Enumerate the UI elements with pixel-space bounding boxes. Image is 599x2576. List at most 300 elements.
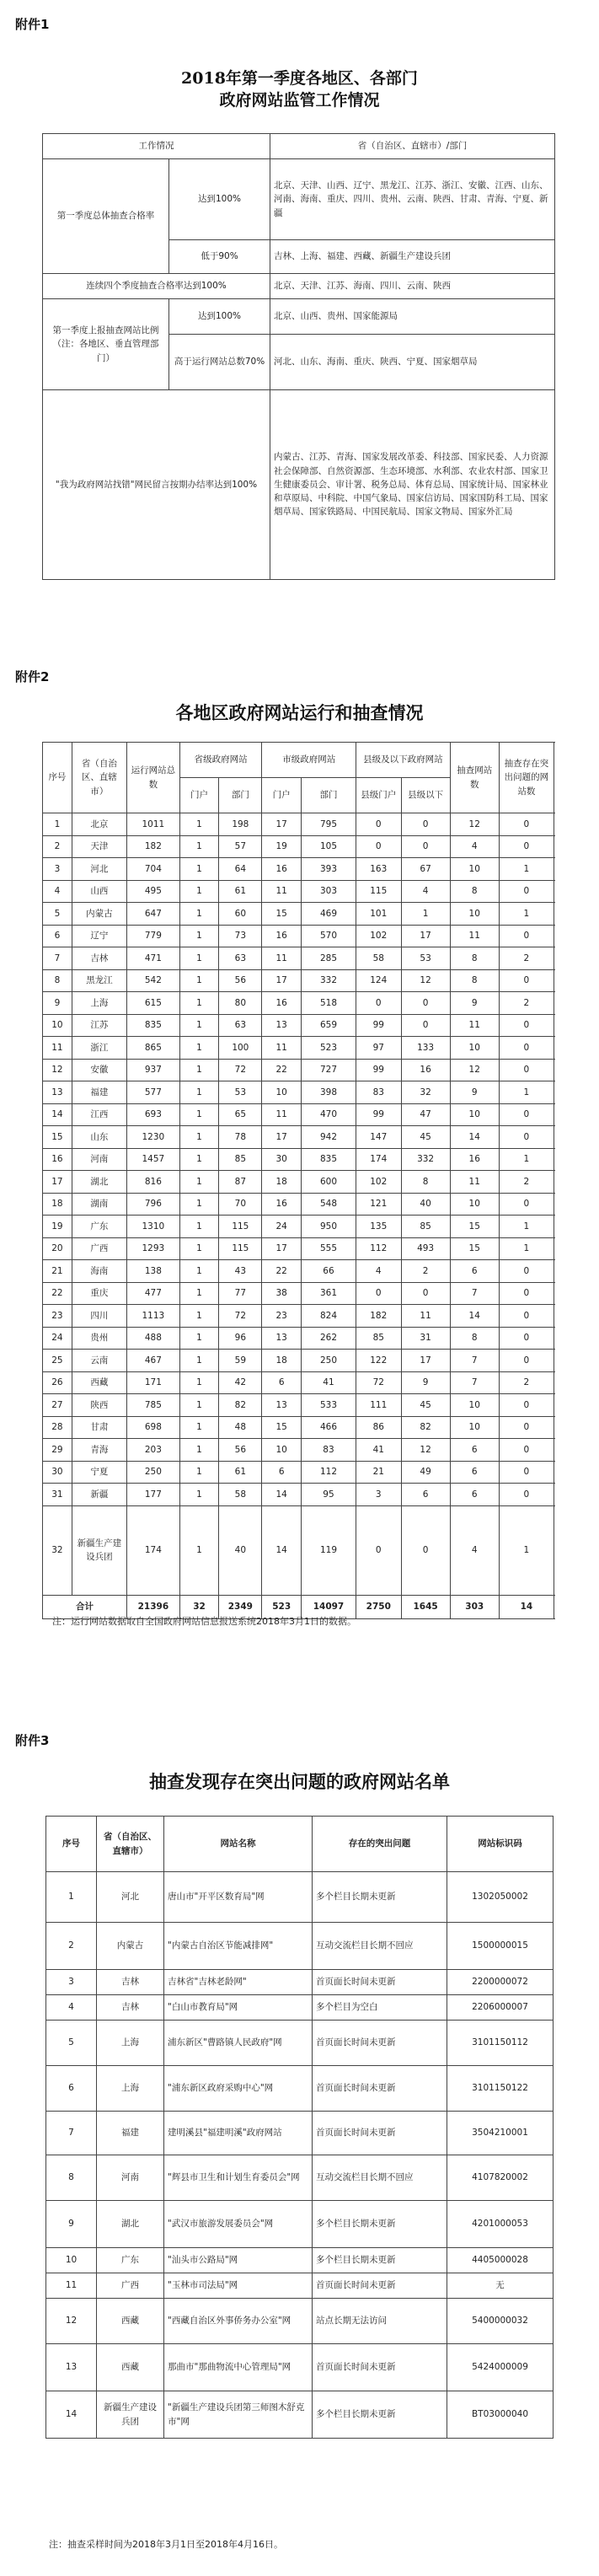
- cell-city-portal: 16: [262, 858, 302, 881]
- cell-site-name: "汕头市公路局"网: [164, 2248, 313, 2273]
- cell-county-portal: 4: [356, 1260, 401, 1283]
- cell-region: 上海: [97, 2066, 164, 2112]
- cell-seq: 8: [43, 969, 72, 992]
- cell-city-dept: 466: [301, 1416, 356, 1439]
- cell-city-portal: 17: [262, 1237, 302, 1260]
- annex2-header-county: 县级及以下政府网站: [356, 743, 451, 778]
- cell-checked: 14: [450, 1305, 499, 1328]
- cell-city-portal: 22: [262, 1059, 302, 1081]
- total-cell-county-below: 1645: [401, 1595, 450, 1618]
- cell-prov-portal: 1: [179, 925, 219, 947]
- cell-problems: 1: [499, 1148, 554, 1171]
- annex1-row4-val: 内蒙古、江苏、青海、国家发展改革委、科技部、国家民委、人力资源社会保障部、自然资源部、生态环境部、水利部、农业农村部、国家卫生健康委员会、审计署、税务总局、体育总局、国家统计局、国家林业和草原局、中科院、中国气象局、国家信访局、国家国防科工局、国家烟草局、国家铁路局、中国民航局、国家文物局、国家外汇局: [270, 390, 555, 580]
- cell-total: 488: [126, 1327, 179, 1350]
- annex1-label: 附件1: [15, 17, 50, 32]
- cell-checked: 7: [450, 1350, 499, 1372]
- cell-total: 647: [126, 903, 179, 926]
- cell-seq: 11: [43, 1037, 72, 1060]
- cell-prov-dept: 59: [219, 1350, 262, 1372]
- cell-city-dept: 533: [301, 1394, 356, 1417]
- cell-city-dept: 83: [301, 1439, 356, 1462]
- cell-seq: 14: [46, 2391, 97, 2439]
- cell-seq: 7: [46, 2112, 97, 2155]
- annex2-header-county-portal: 县级门户: [356, 778, 401, 813]
- annex3-table: [45, 1816, 554, 2439]
- cell-prov-dept: 115: [219, 1237, 262, 1260]
- cell-prov-dept: 64: [219, 858, 262, 881]
- cell-county-below: 12: [401, 1439, 450, 1462]
- cell-seq: 18: [43, 1193, 72, 1216]
- total-cell-prov-dept: 2349: [219, 1595, 262, 1618]
- cell-checked: 8: [450, 969, 499, 992]
- cell-city-dept: 942: [301, 1126, 356, 1149]
- cell-county-below: 0: [401, 835, 450, 858]
- cell-region: 新疆生产建设兵团: [97, 2391, 164, 2439]
- cell-region: 西藏: [97, 2344, 164, 2391]
- table-row: [43, 1193, 554, 1216]
- cell-site-name: "玉林市司法局"网: [164, 2273, 313, 2299]
- cell-site-code: 4201000053: [447, 2201, 554, 2248]
- cell-region: 青海: [72, 1439, 126, 1462]
- cell-city-portal: 22: [262, 1260, 302, 1283]
- cell-city-dept: 303: [301, 880, 356, 903]
- table-row: [43, 1260, 554, 1283]
- cell-city-portal: 11: [262, 880, 302, 903]
- table-row: [43, 969, 554, 992]
- cell-prov-dept: 48: [219, 1416, 262, 1439]
- cell-site-code: 5400000032: [447, 2299, 554, 2344]
- cell-total: 615: [126, 992, 179, 1015]
- cell-total: 577: [126, 1081, 179, 1104]
- cell-problems: 1: [499, 1081, 554, 1104]
- cell-total: 1310: [126, 1216, 179, 1238]
- cell-county-below: 32: [401, 1081, 450, 1104]
- cell-city-dept: 600: [301, 1171, 356, 1194]
- cell-prov-portal: 1: [179, 1148, 219, 1171]
- cell-city-portal: 38: [262, 1282, 302, 1305]
- table-row: [43, 1416, 554, 1439]
- cell-site-code: 4107820002: [447, 2155, 554, 2201]
- cell-county-below: 53: [401, 947, 450, 970]
- cell-problems: 0: [499, 880, 554, 903]
- cell-checked: 15: [450, 1216, 499, 1238]
- cell-prov-portal: 1: [179, 947, 219, 970]
- table-row: [46, 2066, 554, 2112]
- cell-region: 贵州: [72, 1327, 126, 1350]
- cell-prov-dept: 61: [219, 1461, 262, 1484]
- annex1-row3-sub1: 达到100%: [169, 299, 270, 335]
- annex2-header-prov-portal: 门户: [179, 778, 219, 813]
- cell-total: 698: [126, 1416, 179, 1439]
- cell-city-portal: 30: [262, 1148, 302, 1171]
- cell-city-portal: 14: [262, 1505, 302, 1595]
- table-row: [46, 2248, 554, 2273]
- cell-county-portal: 97: [356, 1037, 401, 1060]
- cell-city-dept: 523: [301, 1037, 356, 1060]
- table-row: [46, 2155, 554, 2201]
- cell-prov-dept: 60: [219, 903, 262, 926]
- annex2-title: 各地区政府网站运行和抽查情况: [175, 702, 424, 723]
- cell-problems: 1: [499, 1216, 554, 1238]
- cell-county-below: 493: [401, 1237, 450, 1260]
- cell-county-below: 17: [401, 925, 450, 947]
- cell-city-dept: 393: [301, 858, 356, 881]
- cell-city-portal: 11: [262, 1103, 302, 1126]
- cell-site-code: 5424000009: [447, 2344, 554, 2391]
- cell-region: 山西: [72, 880, 126, 903]
- cell-checked: 11: [450, 1171, 499, 1194]
- total-cell-total-label: 合计: [43, 1595, 127, 1618]
- cell-city-portal: 18: [262, 1171, 302, 1194]
- cell-county-portal: 21: [356, 1461, 401, 1484]
- annex1-row1-val2: 吉林、上海、福建、西藏、新疆生产建设兵团: [270, 240, 555, 274]
- cell-county-portal: 163: [356, 858, 401, 881]
- cell-seq: 24: [43, 1327, 72, 1350]
- cell-county-below: 4: [401, 880, 450, 903]
- cell-problems: 0: [499, 1282, 554, 1305]
- cell-checked: 8: [450, 947, 499, 970]
- cell-county-below: 85: [401, 1216, 450, 1238]
- cell-prov-dept: 40: [219, 1505, 262, 1595]
- cell-prov-dept: 63: [219, 1014, 262, 1037]
- cell-problems: 0: [499, 835, 554, 858]
- cell-region: 辽宁: [72, 925, 126, 947]
- cell-seq: 7: [43, 947, 72, 970]
- cell-checked: 8: [450, 880, 499, 903]
- cell-county-portal: 102: [356, 925, 401, 947]
- cell-seq: 15: [43, 1126, 72, 1149]
- cell-region: 上海: [97, 2021, 164, 2066]
- cell-city-portal: 16: [262, 925, 302, 947]
- cell-county-below: 8: [401, 1171, 450, 1194]
- table-row: [43, 1484, 554, 1506]
- cell-problem: 多个栏目长期未更新: [313, 1872, 447, 1923]
- cell-county-below: 9: [401, 1371, 450, 1394]
- cell-county-below: 45: [401, 1126, 450, 1149]
- cell-county-portal: 83: [356, 1081, 401, 1104]
- cell-county-portal: 0: [356, 835, 401, 858]
- cell-checked: 10: [450, 1394, 499, 1417]
- annex1-header-region: 省（自治区、直辖市）/部门: [270, 134, 555, 159]
- table-row: [43, 1505, 554, 1595]
- cell-county-below: 12: [401, 969, 450, 992]
- cell-problems: 1: [499, 1505, 554, 1595]
- annex2-table: [42, 742, 554, 1619]
- cell-county-portal: 99: [356, 1103, 401, 1126]
- table-row: [43, 1216, 554, 1238]
- cell-county-below: 133: [401, 1037, 450, 1060]
- cell-seq: 10: [46, 2248, 97, 2273]
- cell-prov-portal: 1: [179, 1327, 219, 1350]
- cell-city-portal: 15: [262, 1416, 302, 1439]
- cell-prov-portal: 1: [179, 1505, 219, 1595]
- cell-checked: 9: [450, 1081, 499, 1104]
- cell-checked: 7: [450, 1371, 499, 1394]
- annex1-row1-sub1: 达到100%: [169, 159, 270, 240]
- cell-prov-portal: 1: [179, 969, 219, 992]
- cell-seq: 30: [43, 1461, 72, 1484]
- table-row: [43, 1282, 554, 1305]
- cell-problems: 0: [499, 1327, 554, 1350]
- cell-county-below: 0: [401, 1014, 450, 1037]
- cell-seq: 6: [43, 925, 72, 947]
- table-row: [46, 2273, 554, 2299]
- cell-county-below: 11: [401, 1305, 450, 1328]
- cell-site-name: 建明溪县"福建明溪"政府网站: [164, 2112, 313, 2155]
- cell-prov-portal: 1: [179, 1103, 219, 1126]
- cell-checked: 15: [450, 1237, 499, 1260]
- table-row: [43, 992, 554, 1015]
- cell-city-portal: 14: [262, 1484, 302, 1506]
- cell-checked: 4: [450, 835, 499, 858]
- cell-city-portal: 24: [262, 1216, 302, 1238]
- cell-prov-portal: 1: [179, 1193, 219, 1216]
- cell-prov-portal: 1: [179, 1014, 219, 1037]
- cell-city-dept: 469: [301, 903, 356, 926]
- cell-prov-portal: 1: [179, 858, 219, 881]
- cell-problems: 0: [499, 1305, 554, 1328]
- cell-seq: 31: [43, 1484, 72, 1506]
- cell-city-dept: 518: [301, 992, 356, 1015]
- cell-prov-dept: 72: [219, 1305, 262, 1328]
- cell-city-dept: 570: [301, 925, 356, 947]
- annex2-note: 注：运行网站数据取自全国政府网站信息报送系统2018年3月1日的数据。: [52, 1616, 356, 1627]
- cell-county-below: 2: [401, 1260, 450, 1283]
- cell-county-portal: 0: [356, 1282, 401, 1305]
- cell-checked: 6: [450, 1439, 499, 1462]
- cell-checked: 12: [450, 1059, 499, 1081]
- cell-county-portal: 102: [356, 1171, 401, 1194]
- cell-total: 1457: [126, 1148, 179, 1171]
- cell-region: 新疆生产建设兵团: [72, 1505, 126, 1595]
- cell-problem: 多个栏目长期未更新: [313, 2391, 447, 2439]
- cell-region: 重庆: [72, 1282, 126, 1305]
- table-row: [46, 2112, 554, 2155]
- cell-problems: 0: [499, 1416, 554, 1439]
- cell-total: 835: [126, 1014, 179, 1037]
- cell-city-dept: 398: [301, 1081, 356, 1104]
- cell-region: 云南: [72, 1350, 126, 1372]
- cell-county-portal: 112: [356, 1237, 401, 1260]
- cell-county-below: 0: [401, 1505, 450, 1595]
- cell-checked: 10: [450, 1416, 499, 1439]
- cell-city-portal: 13: [262, 1394, 302, 1417]
- cell-total: 471: [126, 947, 179, 970]
- total-cell-problems: 14: [499, 1595, 554, 1618]
- table-row: [43, 1439, 554, 1462]
- cell-region: 湖北: [97, 2201, 164, 2248]
- cell-prov-portal: 1: [179, 1171, 219, 1194]
- cell-city-portal: 13: [262, 1014, 302, 1037]
- cell-total: 138: [126, 1260, 179, 1283]
- cell-region: 浙江: [72, 1037, 126, 1060]
- cell-region: 福建: [72, 1081, 126, 1104]
- cell-prov-portal: 1: [179, 1260, 219, 1283]
- cell-problems: 0: [499, 969, 554, 992]
- cell-city-dept: 470: [301, 1103, 356, 1126]
- cell-region: 新疆: [72, 1484, 126, 1506]
- cell-city-portal: 6: [262, 1461, 302, 1484]
- table-row: [43, 1394, 554, 1417]
- cell-seq: 1: [43, 813, 72, 836]
- cell-seq: 20: [43, 1237, 72, 1260]
- cell-site-name: "新疆生产建设兵团第三师图木舒克市"网: [164, 2391, 313, 2439]
- cell-city-dept: 112: [301, 1461, 356, 1484]
- cell-city-portal: 13: [262, 1327, 302, 1350]
- cell-problems: 2: [499, 947, 554, 970]
- cell-region: 河北: [72, 858, 126, 881]
- cell-prov-dept: 42: [219, 1371, 262, 1394]
- cell-county-portal: 58: [356, 947, 401, 970]
- cell-city-dept: 795: [301, 813, 356, 836]
- cell-total: 495: [126, 880, 179, 903]
- cell-prov-dept: 198: [219, 813, 262, 836]
- annex3-header-seq: 序号: [46, 1817, 97, 1872]
- annex2-header-region: 省（自治区、直辖市）: [72, 743, 126, 813]
- table-row: [43, 1148, 554, 1171]
- cell-checked: 7: [450, 1282, 499, 1305]
- cell-prov-dept: 53: [219, 1081, 262, 1104]
- cell-total: 177: [126, 1484, 179, 1506]
- cell-region: 吉林: [97, 1995, 164, 2021]
- table-row: [43, 1014, 554, 1037]
- cell-county-portal: 3: [356, 1484, 401, 1506]
- cell-seq: 4: [46, 1995, 97, 2021]
- cell-total: 779: [126, 925, 179, 947]
- annex1-header-work: 工作情况: [43, 134, 270, 159]
- cell-county-below: 0: [401, 1282, 450, 1305]
- annex2-header-prov-dept: 部门: [219, 778, 262, 813]
- cell-county-portal: 174: [356, 1148, 401, 1171]
- cell-prov-dept: 96: [219, 1327, 262, 1350]
- cell-site-name: 那曲市"那曲物流中心管理局"网: [164, 2344, 313, 2391]
- cell-county-portal: 135: [356, 1216, 401, 1238]
- cell-seq: 9: [43, 992, 72, 1015]
- cell-prov-portal: 1: [179, 1081, 219, 1104]
- cell-problems: 2: [499, 1371, 554, 1394]
- cell-site-code: 2200000072: [447, 1970, 554, 1995]
- cell-county-portal: 115: [356, 880, 401, 903]
- cell-region: 四川: [72, 1305, 126, 1328]
- cell-checked: 6: [450, 1260, 499, 1283]
- cell-checked: 10: [450, 858, 499, 881]
- table-row: [43, 1126, 554, 1149]
- table-row: [46, 2201, 554, 2248]
- cell-prov-portal: 1: [179, 992, 219, 1015]
- table-row: [43, 880, 554, 903]
- cell-region: 河北: [97, 1872, 164, 1923]
- cell-seq: 1: [46, 1872, 97, 1923]
- cell-problems: 0: [499, 1103, 554, 1126]
- total-cell-total: 21396: [126, 1595, 179, 1618]
- annex1-row2-val: 北京、天津、江苏、海南、四川、云南、陕西: [270, 274, 555, 299]
- cell-prov-dept: 78: [219, 1126, 262, 1149]
- cell-site-name: "内蒙古自治区节能减排网": [164, 1923, 313, 1970]
- cell-checked: 10: [450, 1193, 499, 1216]
- cell-city-dept: 250: [301, 1350, 356, 1372]
- cell-problems: 2: [499, 1171, 554, 1194]
- cell-prov-dept: 87: [219, 1171, 262, 1194]
- cell-problem: 首页面长时间未更新: [313, 2066, 447, 2112]
- annex3-title: 抽查发现存在突出问题的政府网站名单: [149, 1771, 450, 1792]
- table-row: [46, 2021, 554, 2066]
- cell-city-dept: 95: [301, 1484, 356, 1506]
- cell-region: 西藏: [97, 2299, 164, 2344]
- table-row: [43, 1237, 554, 1260]
- cell-city-dept: 41: [301, 1371, 356, 1394]
- cell-total: 785: [126, 1394, 179, 1417]
- cell-total: 250: [126, 1461, 179, 1484]
- cell-problems: 0: [499, 1037, 554, 1060]
- annex2-header-city-dept: 部门: [301, 778, 356, 813]
- cell-prov-dept: 115: [219, 1216, 262, 1238]
- cell-prov-portal: 1: [179, 813, 219, 836]
- cell-prov-portal: 1: [179, 1461, 219, 1484]
- total-cell-county-portal: 2750: [356, 1595, 401, 1618]
- cell-prov-dept: 57: [219, 835, 262, 858]
- cell-problems: 0: [499, 1394, 554, 1417]
- cell-prov-dept: 56: [219, 969, 262, 992]
- cell-problem: 首页面长时间未更新: [313, 2344, 447, 2391]
- table-row: [43, 925, 554, 947]
- cell-county-below: 1: [401, 903, 450, 926]
- cell-problem: 首页面长时间未更新: [313, 2112, 447, 2155]
- cell-total: 1011: [126, 813, 179, 836]
- cell-seq: 11: [46, 2273, 97, 2299]
- cell-prov-portal: 1: [179, 1305, 219, 1328]
- cell-region: 福建: [97, 2112, 164, 2155]
- cell-seq: 8: [46, 2155, 97, 2201]
- cell-site-name: 吉林省"吉林老龄网": [164, 1970, 313, 1995]
- table-row: [46, 1872, 554, 1923]
- table-row: [43, 1350, 554, 1372]
- cell-seq: 22: [43, 1282, 72, 1305]
- cell-county-portal: 121: [356, 1193, 401, 1216]
- cell-problem: 首页面长时间未更新: [313, 2273, 447, 2299]
- cell-county-below: 17: [401, 1350, 450, 1372]
- cell-city-portal: 17: [262, 1126, 302, 1149]
- cell-county-below: 67: [401, 858, 450, 881]
- table-row: [43, 835, 554, 858]
- annex3-header-problem: 存在的突出问题: [313, 1817, 447, 1872]
- cell-checked: 4: [450, 1505, 499, 1595]
- cell-seq: 4: [43, 880, 72, 903]
- cell-site-name: 浦东新区"曹路镇人民政府"网: [164, 2021, 313, 2066]
- cell-seq: 26: [43, 1371, 72, 1394]
- cell-site-code: 3101150112: [447, 2021, 554, 2066]
- cell-checked: 10: [450, 1037, 499, 1060]
- cell-prov-dept: 70: [219, 1193, 262, 1216]
- cell-prov-dept: 100: [219, 1037, 262, 1060]
- cell-prov-portal: 1: [179, 1282, 219, 1305]
- cell-problem: 互动交流栏目长期不回应: [313, 1923, 447, 1970]
- cell-total: 174: [126, 1505, 179, 1595]
- cell-problem: 多个栏目长期未更新: [313, 2201, 447, 2248]
- annex1-table: [42, 133, 555, 580]
- cell-seq: 23: [43, 1305, 72, 1328]
- cell-region: 北京: [72, 813, 126, 836]
- cell-total: 816: [126, 1171, 179, 1194]
- cell-city-dept: 659: [301, 1014, 356, 1037]
- cell-city-dept: 332: [301, 969, 356, 992]
- cell-site-code: 1302050002: [447, 1872, 554, 1923]
- cell-seq: 13: [46, 2344, 97, 2391]
- cell-seq: 2: [46, 1923, 97, 1970]
- cell-problems: 0: [499, 1193, 554, 1216]
- cell-county-below: 82: [401, 1416, 450, 1439]
- cell-seq: 3: [46, 1970, 97, 1995]
- cell-problem: 站点长期无法访问: [313, 2299, 447, 2344]
